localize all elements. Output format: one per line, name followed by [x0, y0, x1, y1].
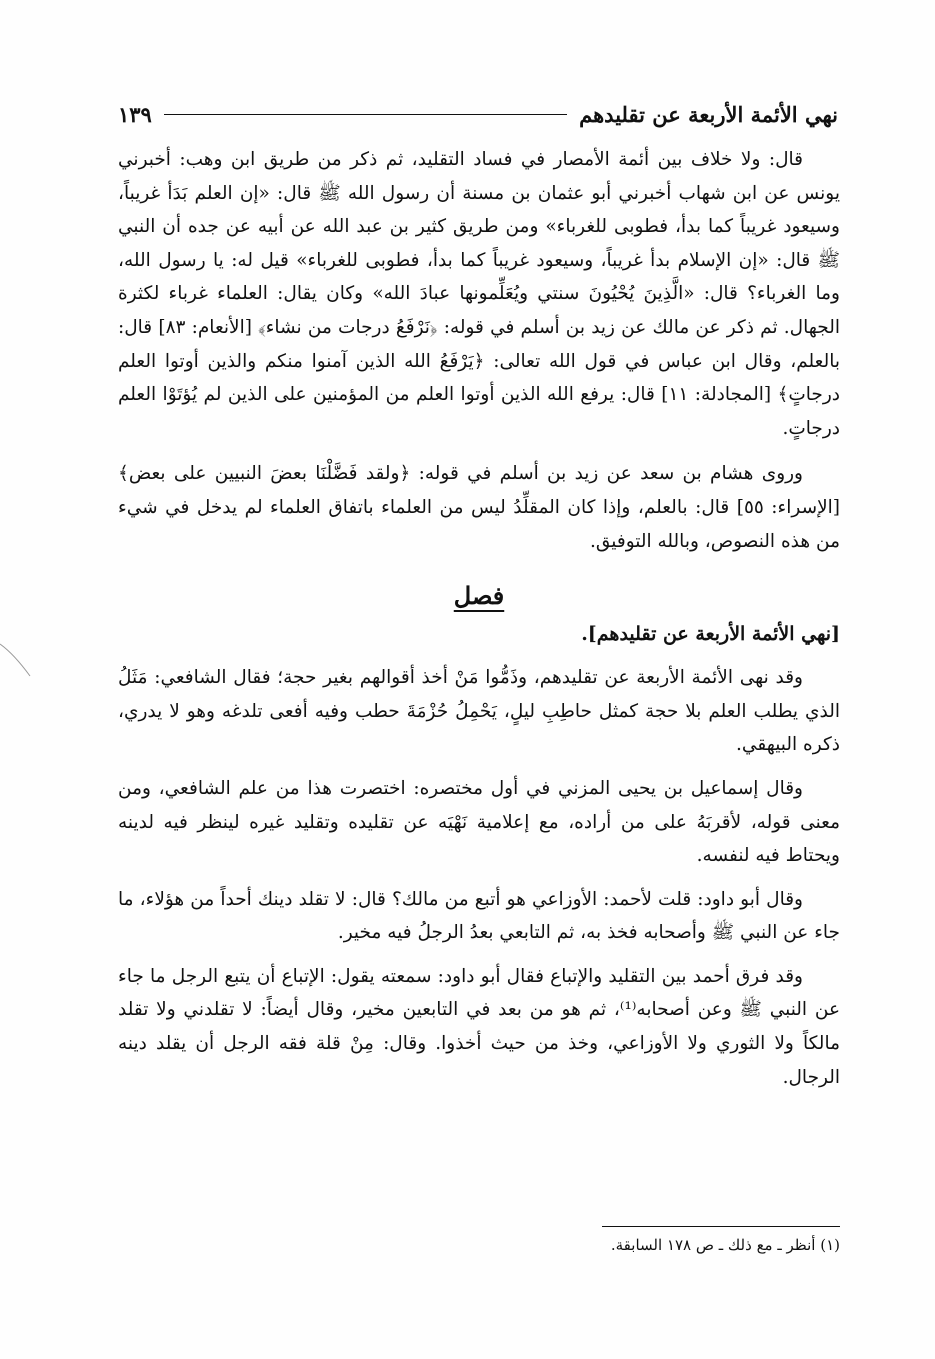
- running-header: [118, 96, 838, 132]
- header-rule: [164, 114, 567, 115]
- paragraph: وقال أبو داود: قلت لأحمد: الأوزاعي هو أتبع من مالك؟ قال: لا تقلد دينك أحداً من هؤلاء، ما جاء عن النبي ﷺ وأصحابه فخذ به، ثم التابعي بعدُ الرجلُ فيه مخير.: [118, 888, 840, 944]
- page-number: ١٣٩: [118, 101, 152, 127]
- paragraph: وقال إسماعيل بن يحيى المزني في أول مختصره: اختصرت هذا من علم الشافعي، ومن معنى قوله، لأقربَهُ على من أراده، مع إعلامية نَهْيَه عن تقليده وتقليد غيره لينظر فيه لدينه ويحتاط فيه لنفسه.: [118, 777, 840, 867]
- section-subheading: [نهي الأئمة الأربعة عن تقليدهم].: [581, 623, 840, 646]
- scan-edge-mark: [0, 640, 36, 680]
- body-text: [118, 143, 840, 1104]
- paragraph: وقد فرق أحمد بين التقليد والإتباع فقال أبو داود: سمعته يقول: الإتباع أن يتبع الرجل ما جاء عن النبي ﷺ وعن أصحابه⁽¹⁾، ثم هو من بعد في التابعين مخير، وقال أيضاً: لا تقلدني ولا تقلد مالكاً ولا الثوري ولا الأوزاعي، وخذ من حيث أخذوا. وقال: مِنْ قلة فقه الرجل أن يقلد دينه الرجال.: [118, 965, 840, 1088]
- footnote-rule: [602, 1226, 840, 1227]
- paragraph: وروى هشام بن سعد عن زيد بن أسلم في قوله: ﴿ولقد فَضَّلْنَا بعضَ النبيين على بعض﴾ [الإسراء: ٥٥] قال: بالعلم، وإذا كان المقلِّدُ ليس من العلماء باتفاق العلماء لم يدخل في شيء من هذه النصوص، وبالله التوفيق.: [118, 463, 840, 552]
- running-title: نهي الأئمة الأربعة عن تقليدهم: [579, 101, 838, 127]
- section-heading: فصل: [453, 581, 505, 611]
- footnote: (١) أنظر ـ مع ذلك ـ ص ١٧٨ السابقة.: [610, 1236, 840, 1254]
- paragraph: قال: ولا خلاف بين أئمة الأمصار في فساد التقليد، ثم ذكر من طريق ابن وهب: أخبرني يونس عن ابن شهاب أخبرني أبو عثمان بن مسنة أن رسول الله ﷺ قال: «إن العلم بَدَأ غريباً، وسيعود غريباً كما بدأ، فطوبى للغرباء» ومن طريق كثير بن عبد الله عن أبيه عن جده أن النبي ﷺ قال: «إن الإسلام بدأ غريباً، وسيعود غريباً كما بدأ، فطوبى للغرباء» قيل له: يا رسول الله، وما الغرباء؟ قال: «الَّذِينَ يُحْيُونَ سنتي ويُعَلِّمونها عبادَ الله» وكان يقال: العلماء غرباء لكثرة الجهال. ثم ذكر عن مالك عن زيد بن أسلم في قوله: ﴿نَرْفَعُ درجات من نشاء﴾ [الأنعام: ٨٣] قال: بالعلم، وقال ابن عباس في قول الله تعالى: ﴿يَرْفَعُ الله الذين آمنوا منكم والذين أوتوا العلم درجاتٍ﴾ [المجادلة: ١١] قال: يرفع الله الذين أوتوا العلم من المؤمنين على الذين لم يُؤتَوْا العلم درجاتٍ.: [118, 149, 840, 439]
- paragraph: وقد نهى الأئمة الأربعة عن تقليدهم، وذَمُّوا مَنْ أخذ أقوالهم بغير حجة؛ فقال الشافعي: مَثَلُ الذي يطلب العلم بلا حجة كمثل حاطِبِ ليلٍ، يَحْمِلُ حُزْمَةَ حطب وفيه أفعى تلدغه وهو لا يدري، ذكره البيهقي.: [118, 667, 840, 756]
